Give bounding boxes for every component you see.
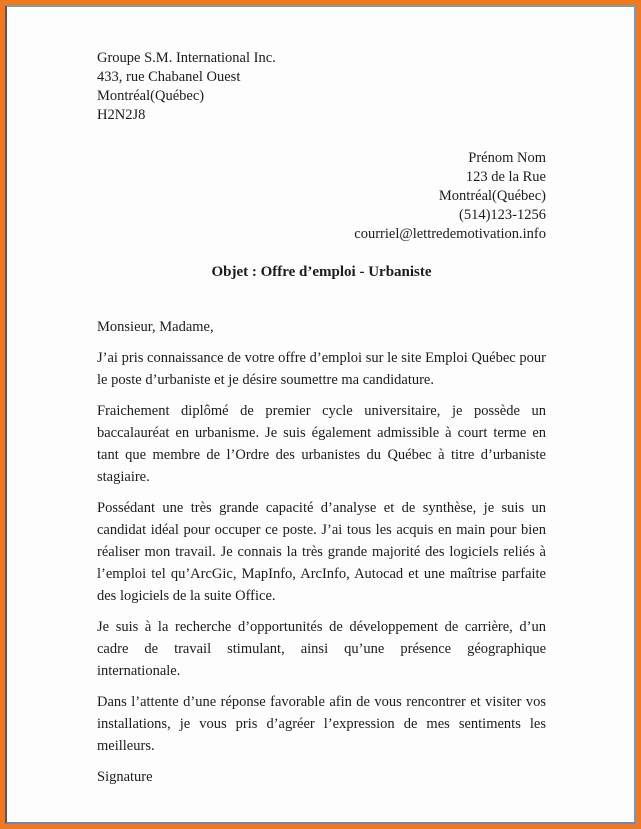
body-paragraph: Possédant une très grande capacité d’analyse et de synthèse, je suis un candidat idéal pour occuper ce poste. J’ai tous les acquis en main pour bien réaliser mon travail. Je connais la très grande majorité des logiciels reliés à l’emploi tel qu’ArcGic, MapInfo, ArcInfo, Autocad et une maîtrise parfaite des logiciels de la suite Office. — [97, 500, 546, 604]
recipient-line: (514)123-1256 — [459, 207, 546, 223]
letter-page — [5, 5, 636, 824]
sender-line: Groupe S.M. International Inc. — [97, 50, 276, 66]
sender-address-block — [97, 49, 546, 125]
sender-line: H2N2J8 — [97, 107, 146, 123]
body-paragraph: Dans l’attente d’une réponse favorable afin de vous rencontrer et visiter vos installations, je vous pris d’agréer l’expression de mes sentiments les meilleurs. — [97, 694, 546, 754]
recipient-email: courriel@lettredemotivation.info — [354, 226, 546, 242]
recipient-line: Prénom Nom — [468, 150, 546, 166]
salutation: Monsieur, Madame, — [97, 319, 214, 335]
sender-line: 433, rue Chabanel Ouest — [97, 69, 241, 85]
letter-body — [97, 316, 546, 788]
signature-line: Signature — [97, 769, 153, 785]
recipient-line: Montréal(Québec) — [438, 188, 546, 204]
body-paragraph: Fraichement diplômé de premier cycle universitaire, je possède un baccalauréat en urbanisme. Je suis également admissible à court terme en tant que membre de l’Ordre des urbanistes du Québec à titre d’urbaniste stagiaire. — [97, 403, 546, 485]
recipient-line: 123 de la Rue — [465, 169, 546, 185]
sender-line: Montréal(Québec) — [97, 88, 205, 104]
subject-line: Objet : Offre d’emploi - Urbaniste — [211, 264, 432, 280]
body-paragraph: Je suis à la recherche d’opportunités de développement de carrière, d’un cadre de travail stimulant, ainsi qu’une présence géographique internationale. — [97, 619, 546, 679]
recipient-address-block — [97, 149, 546, 244]
body-paragraph: J’ai pris connaissance de votre offre d’emploi sur le site Emploi Québec pour le poste d’urbaniste et je désire soumettre ma candidature. — [97, 350, 546, 388]
